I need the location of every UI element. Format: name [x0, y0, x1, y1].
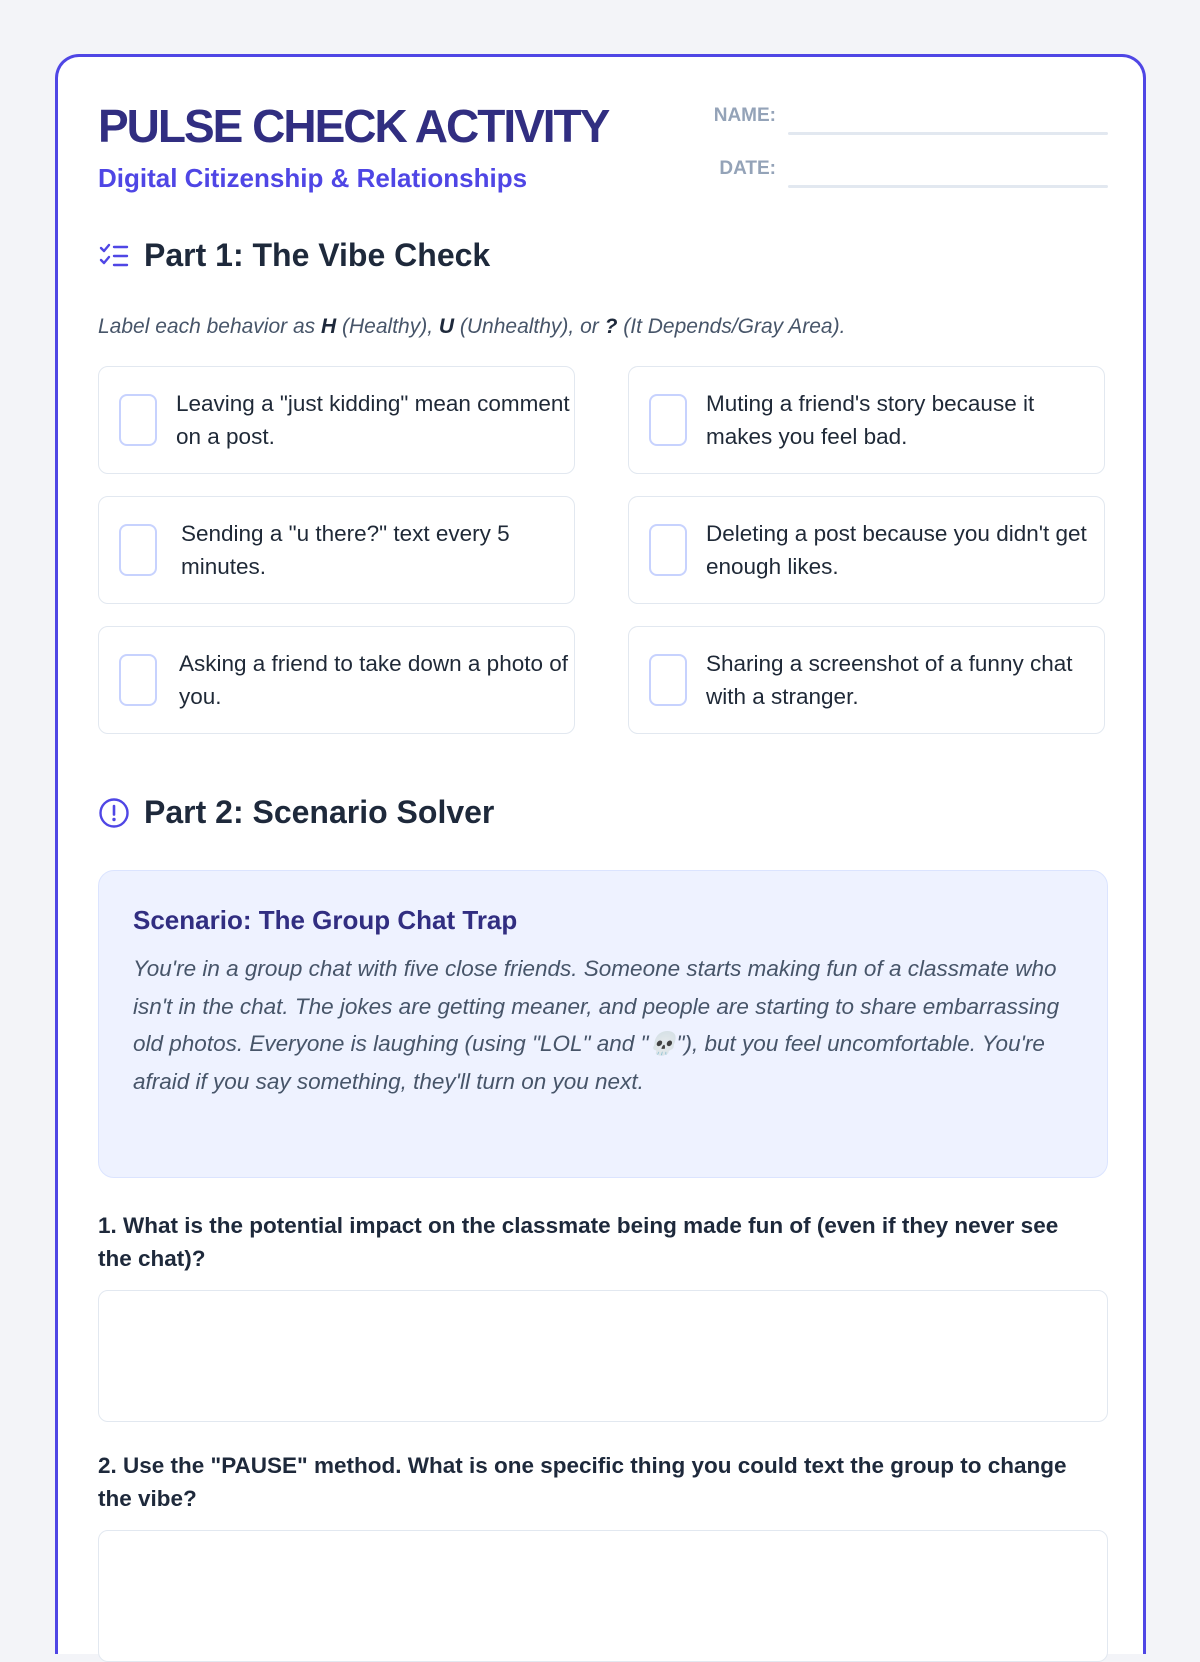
behavior-text: Sharing a screenshot of a funny chat with a stranger.	[706, 651, 1073, 709]
date-label: DATE:	[719, 158, 776, 179]
worksheet-header	[98, 99, 1108, 199]
label-box[interactable]	[119, 394, 157, 446]
part2-heading	[98, 794, 494, 831]
behavior-card	[628, 626, 1105, 734]
date-field-row	[688, 158, 1108, 211]
label-box[interactable]	[649, 394, 687, 446]
behavior-text: Deleting a post because you didn't get enough likes.	[706, 521, 1087, 579]
behavior-card	[98, 626, 575, 734]
part2-title: Part 2: Scenario Solver	[144, 794, 495, 830]
date-field[interactable]	[788, 185, 1108, 188]
unhealthy-desc: (Unhealthy), or	[454, 315, 605, 338]
list-check-icon	[98, 240, 130, 272]
part1-heading	[98, 237, 490, 274]
name-field[interactable]	[788, 132, 1108, 135]
depends-desc: (It Depends/Gray Area).	[617, 315, 846, 338]
behavior-card	[628, 496, 1105, 604]
healthy-desc: (Healthy),	[336, 315, 439, 338]
behavior-text: Sending a "u there?" text every 5 minutes.	[181, 521, 510, 579]
answer-box-2[interactable]	[98, 1530, 1108, 1662]
page-title: PULSE CHECK ACTIVITY	[98, 100, 609, 152]
unhealthy-key: U	[438, 315, 455, 338]
label-box[interactable]	[649, 654, 687, 706]
instructions-prefix: Label each behavior as	[98, 315, 321, 338]
question-1: 1. What is the potential impact on the classmate being made fun of (even if they never see the chat)?	[98, 1213, 1059, 1271]
part1-instructions	[98, 315, 845, 339]
behavior-text: Muting a friend's story because it makes you feel bad.	[706, 391, 1035, 449]
page-subtitle: Digital Citizenship & Relationships	[98, 163, 528, 193]
scenario-box	[98, 870, 1108, 1178]
behavior-card	[98, 366, 575, 474]
worksheet	[55, 54, 1146, 1654]
behavior-card	[628, 366, 1105, 474]
question-2: 2. Use the "PAUSE" method. What is one specific thing you could text the group to change the vibe?	[98, 1453, 1067, 1511]
name-label: NAME:	[713, 105, 776, 126]
label-box[interactable]	[649, 524, 687, 576]
label-box[interactable]	[119, 524, 157, 576]
depends-key: ?	[604, 315, 618, 338]
label-box[interactable]	[119, 654, 157, 706]
behavior-card	[98, 496, 575, 604]
scenario-title: Scenario: The Group Chat Trap	[133, 905, 518, 935]
name-field-row	[688, 105, 1108, 158]
behavior-text: Asking a friend to take down a photo of you.	[179, 651, 569, 709]
behavior-text: Leaving a "just kidding" mean comment on a post.	[176, 391, 570, 449]
answer-box-1[interactable]	[98, 1290, 1108, 1422]
healthy-key: H	[321, 315, 337, 338]
scenario-text: You're in a group chat with five close friends. Someone starts making fun of a classmate who isn't in the chat. The jokes are getting meaner, and people are starting to share embarrassing old photos. Everyone is laughing (using "LOL" and "💀"), but you feel uncomfortable. You're afraid if you say something, they'll turn on you next.	[133, 956, 1060, 1094]
alert-circle-icon	[98, 797, 130, 829]
student-info-fields	[688, 105, 1108, 211]
part1-title: Part 1: The Vibe Check	[144, 237, 491, 273]
